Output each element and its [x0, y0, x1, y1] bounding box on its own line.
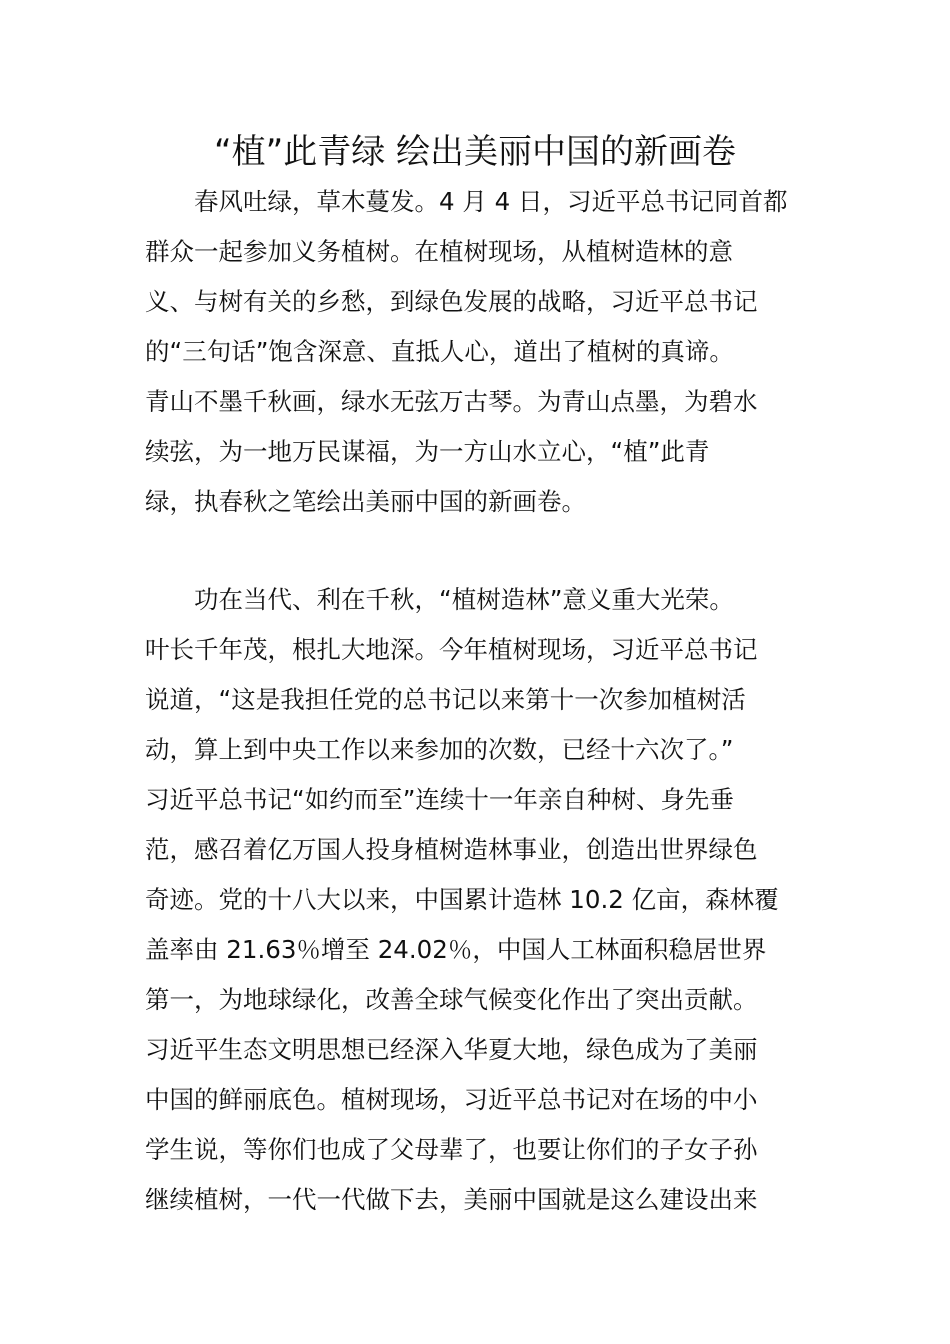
paragraph-line: 群众一起参加义务植树。在植树现场，从植树造林的意 [145, 237, 733, 266]
paragraph-line: 习近平总书记“如约而至”连续十一年亲自种树、身先垂 [145, 785, 734, 814]
paragraph-line: 第一，为地球绿化，改善全球气候变化作出了突出贡献。 [145, 985, 758, 1014]
paragraph-line: 范，感召着亿万国人投身植树造林事业，创造出世界绿色 [145, 835, 758, 864]
paragraph-line: 习近平生态文明思想已经深入华夏大地，绿色成为了美丽 [145, 1035, 758, 1064]
paragraph-line: 奇迹。党的十八大以来，中国累计造林 10.2 亿亩，森林覆 [145, 885, 779, 914]
paragraph-2 [145, 575, 815, 1225]
paragraph-line: 盖率由 21.63％增至 24.02％，中国人工林面积稳居世界 [145, 935, 767, 964]
paragraph-line: 中国的鲜丽底色。植树现场，习近平总书记对在场的中小 [145, 1085, 758, 1114]
paragraph-line: 春风吐绿，草木蔓发。4 月 4 日，习近平总书记同首都 [145, 187, 788, 216]
paragraph-line: 的“三句话”饱含深意、直抵人心，道出了植树的真谛。 [145, 337, 734, 366]
paragraph-line: 功在当代、利在千秋，“植树造林”意义重大光荣。 [145, 585, 734, 614]
paragraph-line: 学生说，等你们也成了父母辈了，也要让你们的子女子孙 [145, 1135, 758, 1164]
paragraph-line: 续弦，为一地万民谋福，为一方山水立心，“植”此青 [145, 437, 710, 466]
paragraph-line: 叶长千年茂，根扎大地深。今年植树现场，习近平总书记 [145, 635, 758, 664]
paragraph-line: 青山不墨千秋画，绿水无弦万古琴。为青山点墨，为碧水 [145, 387, 758, 416]
paragraph-1 [145, 177, 815, 527]
article-title: “植”此青绿 绘出美丽中国的新画卷 [213, 132, 737, 172]
paragraph-line: 绿，执春秋之笔绘出美丽中国的新画卷。 [145, 487, 586, 516]
paragraph-line: 动，算上到中央工作以来参加的次数，已经十六次了。” [145, 735, 734, 764]
paragraph-line: 义、与树有关的乡愁，到绿色发展的战略，习近平总书记 [145, 287, 758, 316]
paragraph-line: 说道，“这是我担任党的总书记以来第十一次参加植树活 [145, 685, 746, 714]
paragraph-line: 继续植树，一代一代做下去，美丽中国就是这么建设出来 [145, 1185, 758, 1214]
